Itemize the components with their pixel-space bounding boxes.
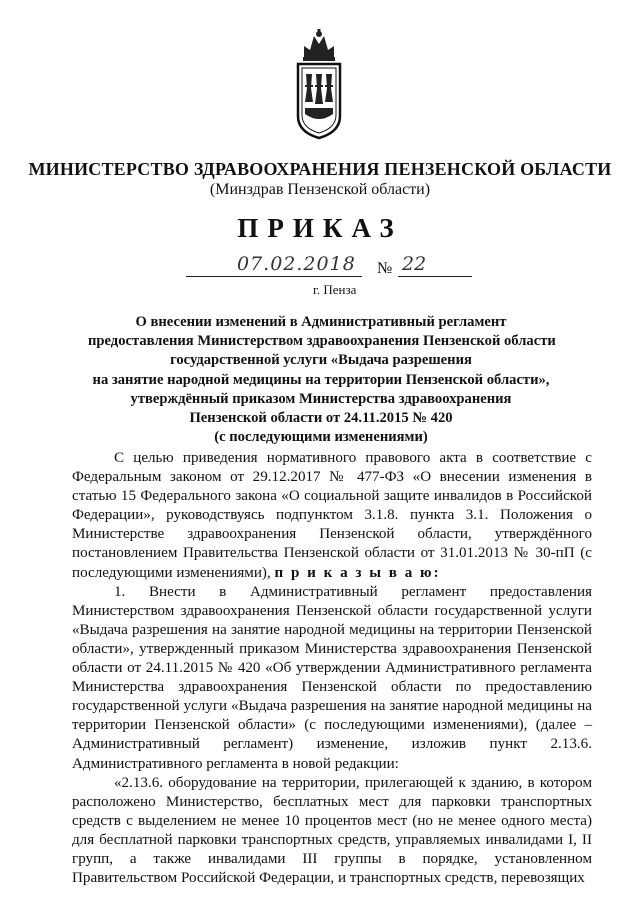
date-underline — [186, 276, 362, 277]
preamble-paragraph — [72, 449, 592, 583]
item-1-paragraph: 1. Внести в Административный регламент предоставления Министерством здравоохранения Пензенской области государственной услуги «Выдача разрешения на занятие народной медицины на территории Пензенской области», утвержденный приказом Министерства здравоохранения Пензенской области от 24.11.2015 № 420 «Об утверждении Административного регламента Министерства здравоохранения Пензенской области по предоставлению государственной услуги «Выдача разрешения на занятие народной медицины на территории Пензенской области» (с последующими изменениями), (далее – Административный регламент) изменение, изложив пункт 2.13.6. Административного регламента в новой редакции: — [72, 583, 592, 772]
number-underline — [398, 276, 472, 277]
order-keyword: п р и к а з ы в а ю: — [274, 564, 441, 581]
subject-line: предоставления Министерством здравоохранения Пензенской области — [88, 333, 556, 350]
subject-line: Пензенской области от 24.11.2015 № 420 — [189, 410, 453, 427]
preamble-text: С целью приведения нормативного правового акта в соответствие с Федеральным законом от 29.12.2017 № 477-ФЗ «О внесении изменения в статью 15 Федерального закона «О социальной защите инвалидов в Российской Федерации», руководствуясь подпунктом 3.1.8. пункта 3.1. Положения о Министерстве здравоохранения Пензенской области, утверждённого постановлением Правительства Пензенской области от 31.01.2013 № 30-пП (с последующими изменениями), — [72, 450, 592, 581]
subject-line: на занятие народной медицины на территории Пензенской области», — [92, 371, 550, 388]
subject-line: О внесении изменений в Административный регламент — [135, 314, 507, 330]
city-label: г. Пенза — [313, 282, 357, 297]
number-label: № — [377, 260, 393, 277]
order-number: 22 — [402, 253, 427, 275]
order-date: 07.02.2018 — [237, 253, 356, 275]
quoted-amendment-paragraph: «2.13.6. оборудование на территории, прилегающей к зданию, в котором расположено Министерство, бесплатных мест для парковки транспортных средств с выделением не менее 10 процентов мест (но не менее одного места) для бесплатной парковки транспортных средств, управляемых инвалидами I, II групп, а также инвалидами III группы в порядке, установленном Правительством Российской Федерации, и транспортных средств, перевозящих — [72, 774, 592, 887]
subject-line: государственной услуги «Выдача разрешения — [170, 352, 472, 369]
coat-of-arms-emblem — [292, 28, 346, 140]
subject-line: (с последующими изменениями) — [214, 429, 428, 446]
ministry-name: МИНИСТЕРСТВО ЗДРАВООХРАНЕНИЯ ПЕНЗЕНСКОЙ ОБЛАСТИ — [28, 159, 612, 179]
subject-line: утверждённый приказом Министерства здравоохранения — [130, 390, 512, 407]
ministry-short-name: (Минздрав Пензенской области) — [209, 181, 431, 198]
order-subject — [88, 313, 554, 447]
order-body — [72, 449, 592, 888]
document-type-title: ПРИКАЗ — [237, 213, 403, 243]
